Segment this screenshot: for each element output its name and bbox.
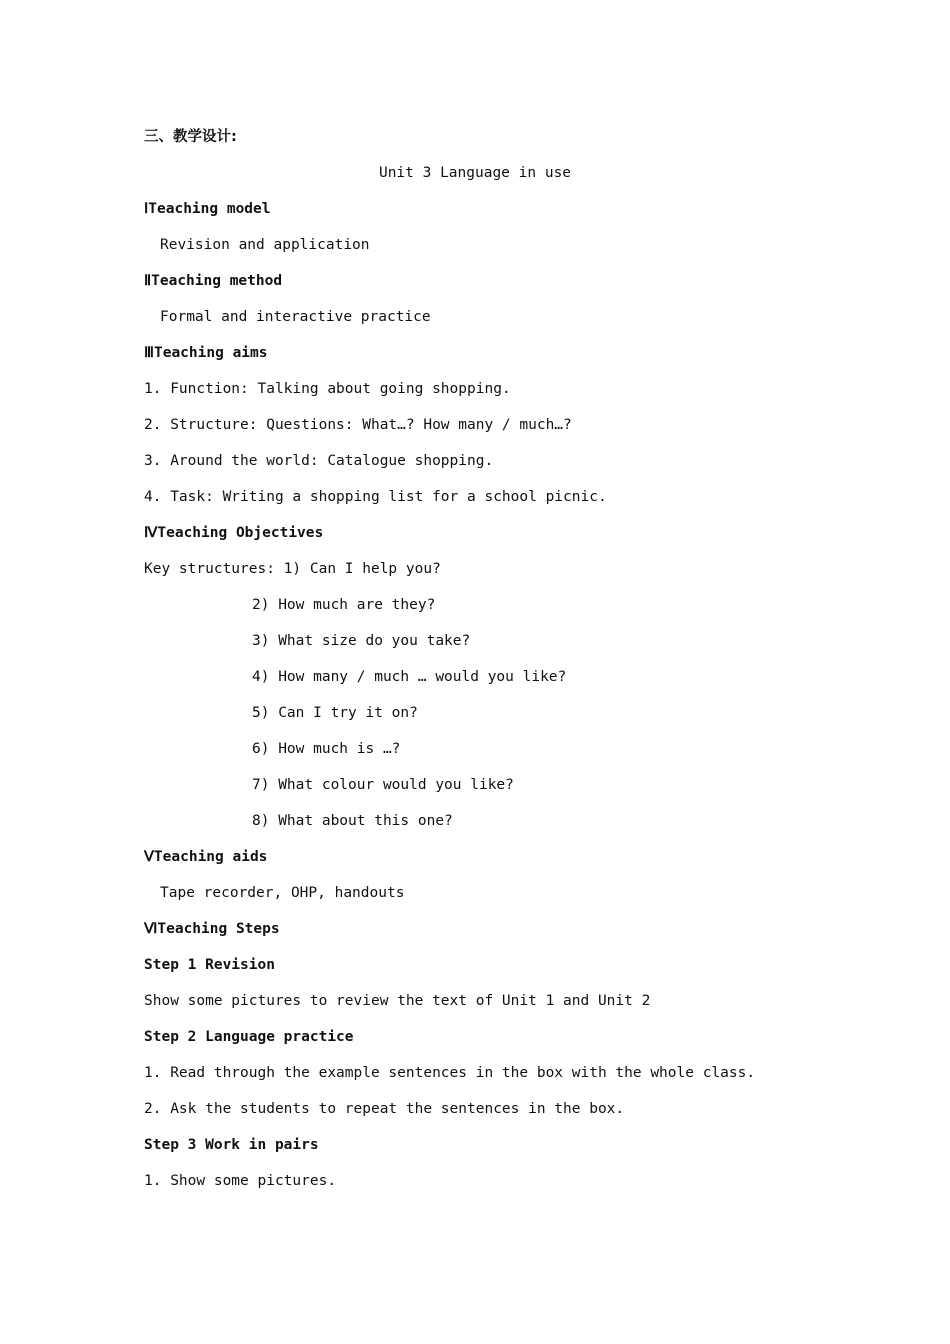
teaching-method-heading: ⅡTeaching method <box>144 273 283 289</box>
step1-heading: Step 1 Revision <box>144 957 275 973</box>
key-structure-item: 2) How much are they? <box>252 597 436 613</box>
step2-heading: Step 2 Language practice <box>144 1029 354 1045</box>
key-structure-item: 3) What size do you take? <box>252 633 471 649</box>
step3-heading: Step 3 Work in pairs <box>144 1137 319 1153</box>
teaching-model-heading: ⅠTeaching model <box>144 201 271 217</box>
key-structure-item: 5) Can I try it on? <box>252 705 418 721</box>
page-title: Unit 3 Language in use <box>378 165 572 181</box>
teaching-aims-heading: ⅢTeaching aims <box>144 345 268 361</box>
step2-item: 1. Read through the example sentences in the box with the whole class. <box>144 1065 756 1081</box>
key-structures-first: Key structures: 1) Can I help you? <box>144 561 441 577</box>
step3-item: 1. Show some pictures. <box>144 1173 337 1189</box>
key-structure-item: 8) What about this one? <box>252 813 453 829</box>
key-structure-item: 7) What colour would you like? <box>252 777 514 793</box>
step2-item: 2. Ask the students to repeat the sentences in the box. <box>144 1101 625 1117</box>
teaching-steps-heading: ⅥTeaching Steps <box>144 921 280 937</box>
teaching-method-content: Formal and interactive practice <box>160 309 431 325</box>
teaching-aims-item: 2. Structure: Questions: What…? How many / much…? <box>144 417 572 433</box>
teaching-aids-heading: ⅤTeaching aids <box>144 849 268 865</box>
teaching-aims-item: 3. Around the world: Catalogue shopping. <box>144 453 494 469</box>
teaching-aims-item: 1. Function: Talking about going shopping. <box>144 381 511 397</box>
teaching-objectives-heading: ⅣTeaching Objectives <box>144 525 324 541</box>
teaching-aids-content: Tape recorder, OHP, handouts <box>160 885 405 901</box>
teaching-aims-item: 4. Task: Writing a shopping list for a school picnic. <box>144 489 607 505</box>
teaching-model-content: Revision and application <box>160 237 370 253</box>
key-structure-item: 6) How much is …? <box>252 741 401 757</box>
section-header: 三、教学设计: <box>144 129 237 145</box>
step1-content: Show some pictures to review the text of Unit 1 and Unit 2 <box>144 993 651 1009</box>
key-structure-item: 4) How many / much … would you like? <box>252 669 567 685</box>
